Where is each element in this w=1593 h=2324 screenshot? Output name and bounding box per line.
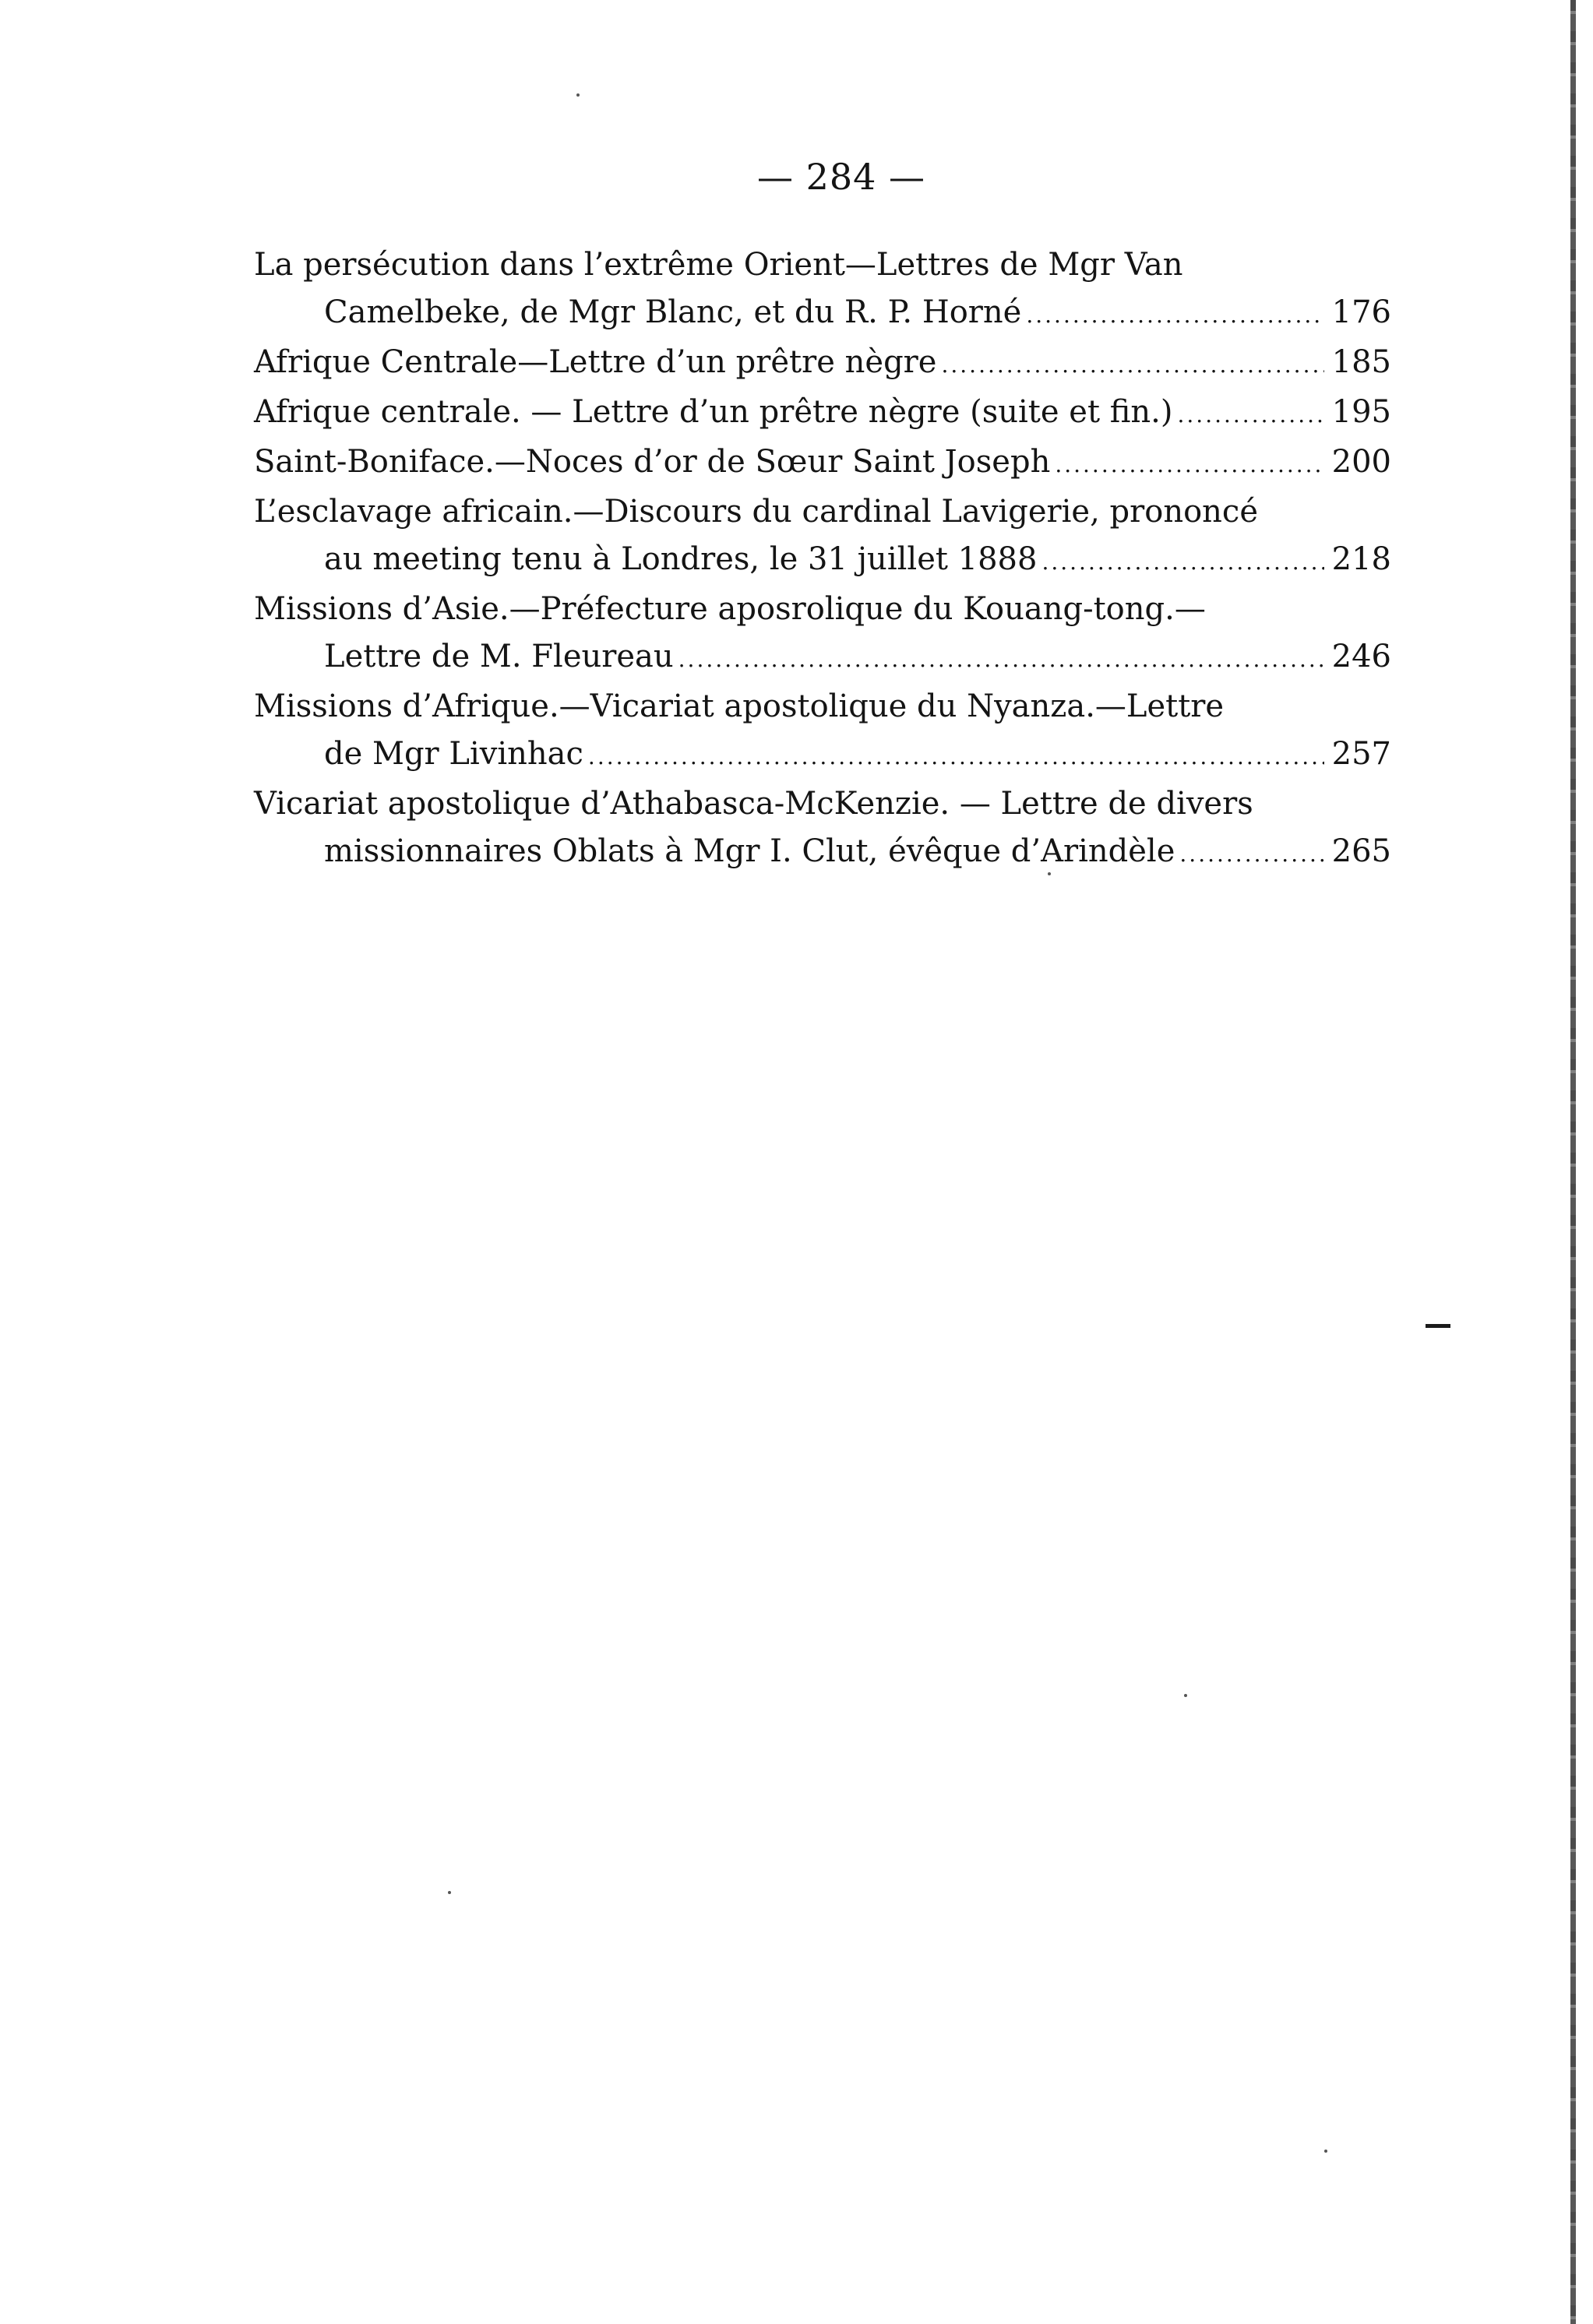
toc-entry-title: Missions d’Afrique.—Vicariat apostolique du Nyanza.—Lettre xyxy=(254,688,1225,724)
toc-entry-title: Afrique centrale. — Lettre d’un prêtre nègre (suite et fin.) xyxy=(254,394,1173,430)
toc-entry-line xyxy=(254,536,1391,586)
toc-entry-title: de Mgr Livinhac xyxy=(324,736,583,772)
dot-leader xyxy=(1179,830,1324,878)
toc-entry-line xyxy=(254,438,1391,488)
toc-entry xyxy=(254,488,1391,586)
toc-entry-line xyxy=(254,731,1391,780)
toc-entry-title: Saint-Boniface.—Noces d’or de Sœur Saint Joseph xyxy=(254,444,1051,480)
toc-entry-title: Afrique Centrale—Lettre d’un prêtre nègre xyxy=(254,344,937,380)
dot-leader xyxy=(1178,391,1325,438)
toc-entry-title: Missions d’Asie.—Préfecture aposrolique du Kouang-tong.— xyxy=(254,591,1206,627)
toc-entry-page: 246 xyxy=(1331,639,1391,674)
toc-entry-page: 265 xyxy=(1331,833,1391,869)
toc-entry xyxy=(254,586,1391,683)
toc-entry-line xyxy=(254,339,1391,389)
dot-leader xyxy=(588,733,1324,780)
toc-entry xyxy=(254,339,1391,389)
toc-entry-line xyxy=(254,633,1391,683)
dot-leader xyxy=(1041,538,1324,586)
toc-entry-line xyxy=(254,586,1325,633)
scan-margin-mark xyxy=(1426,1324,1450,1328)
toc-entry-page: 185 xyxy=(1331,344,1391,380)
scan-speck xyxy=(576,93,580,97)
page-number: — 284 — xyxy=(756,156,926,198)
scan-speck xyxy=(1184,1694,1187,1697)
toc-entry-page: 176 xyxy=(1331,294,1391,330)
dot-leader xyxy=(941,341,1324,389)
toc-entry-title: Lettre de M. Fleureau xyxy=(324,639,674,674)
dot-leader xyxy=(1055,441,1324,488)
toc-entry-line xyxy=(254,389,1391,438)
scan-speck xyxy=(448,1891,451,1894)
toc-entry-title: Camelbeke, de Mgr Blanc, et du R. P. Horné xyxy=(324,294,1022,330)
toc-entry xyxy=(254,438,1391,488)
scan-speck xyxy=(1048,872,1051,875)
toc-entry-title: au meeting tenu à Londres, le 31 juillet 1888 xyxy=(324,541,1038,577)
toc-entry-title: La persécution dans l’extrême Orient—Lettres de Mgr Van xyxy=(254,247,1183,283)
toc-entry-line xyxy=(254,488,1325,536)
toc-entry xyxy=(254,389,1391,438)
toc-entry-page: 257 xyxy=(1331,736,1391,772)
toc-entry-line xyxy=(254,780,1325,828)
dot-leader xyxy=(678,636,1324,683)
toc-entry-page: 195 xyxy=(1331,394,1391,430)
table-of-contents xyxy=(254,241,1391,878)
scan-margin-edge xyxy=(1570,0,1576,2324)
toc-entry xyxy=(254,683,1391,780)
toc-entry xyxy=(254,780,1391,878)
toc-entry-page: 218 xyxy=(1331,541,1391,577)
toc-entry xyxy=(254,241,1391,339)
toc-entry-title: L’esclavage africain.—Discours du cardinal Lavigerie, prononcé xyxy=(254,494,1259,530)
toc-entry-line xyxy=(254,828,1391,878)
toc-entry-line xyxy=(254,241,1325,289)
scan-speck xyxy=(1324,2150,1327,2153)
toc-entry-line xyxy=(254,683,1325,731)
toc-entry-page: 200 xyxy=(1331,444,1391,480)
dot-leader xyxy=(1026,291,1324,339)
toc-entry-line xyxy=(254,289,1391,339)
toc-entry-title: missionnaires Oblats à Mgr I. Clut, évêque d’Arindèle xyxy=(324,833,1175,869)
toc-entry-title: Vicariat apostolique d’Athabasca-McKenzie. — Lettre de divers xyxy=(254,786,1253,822)
